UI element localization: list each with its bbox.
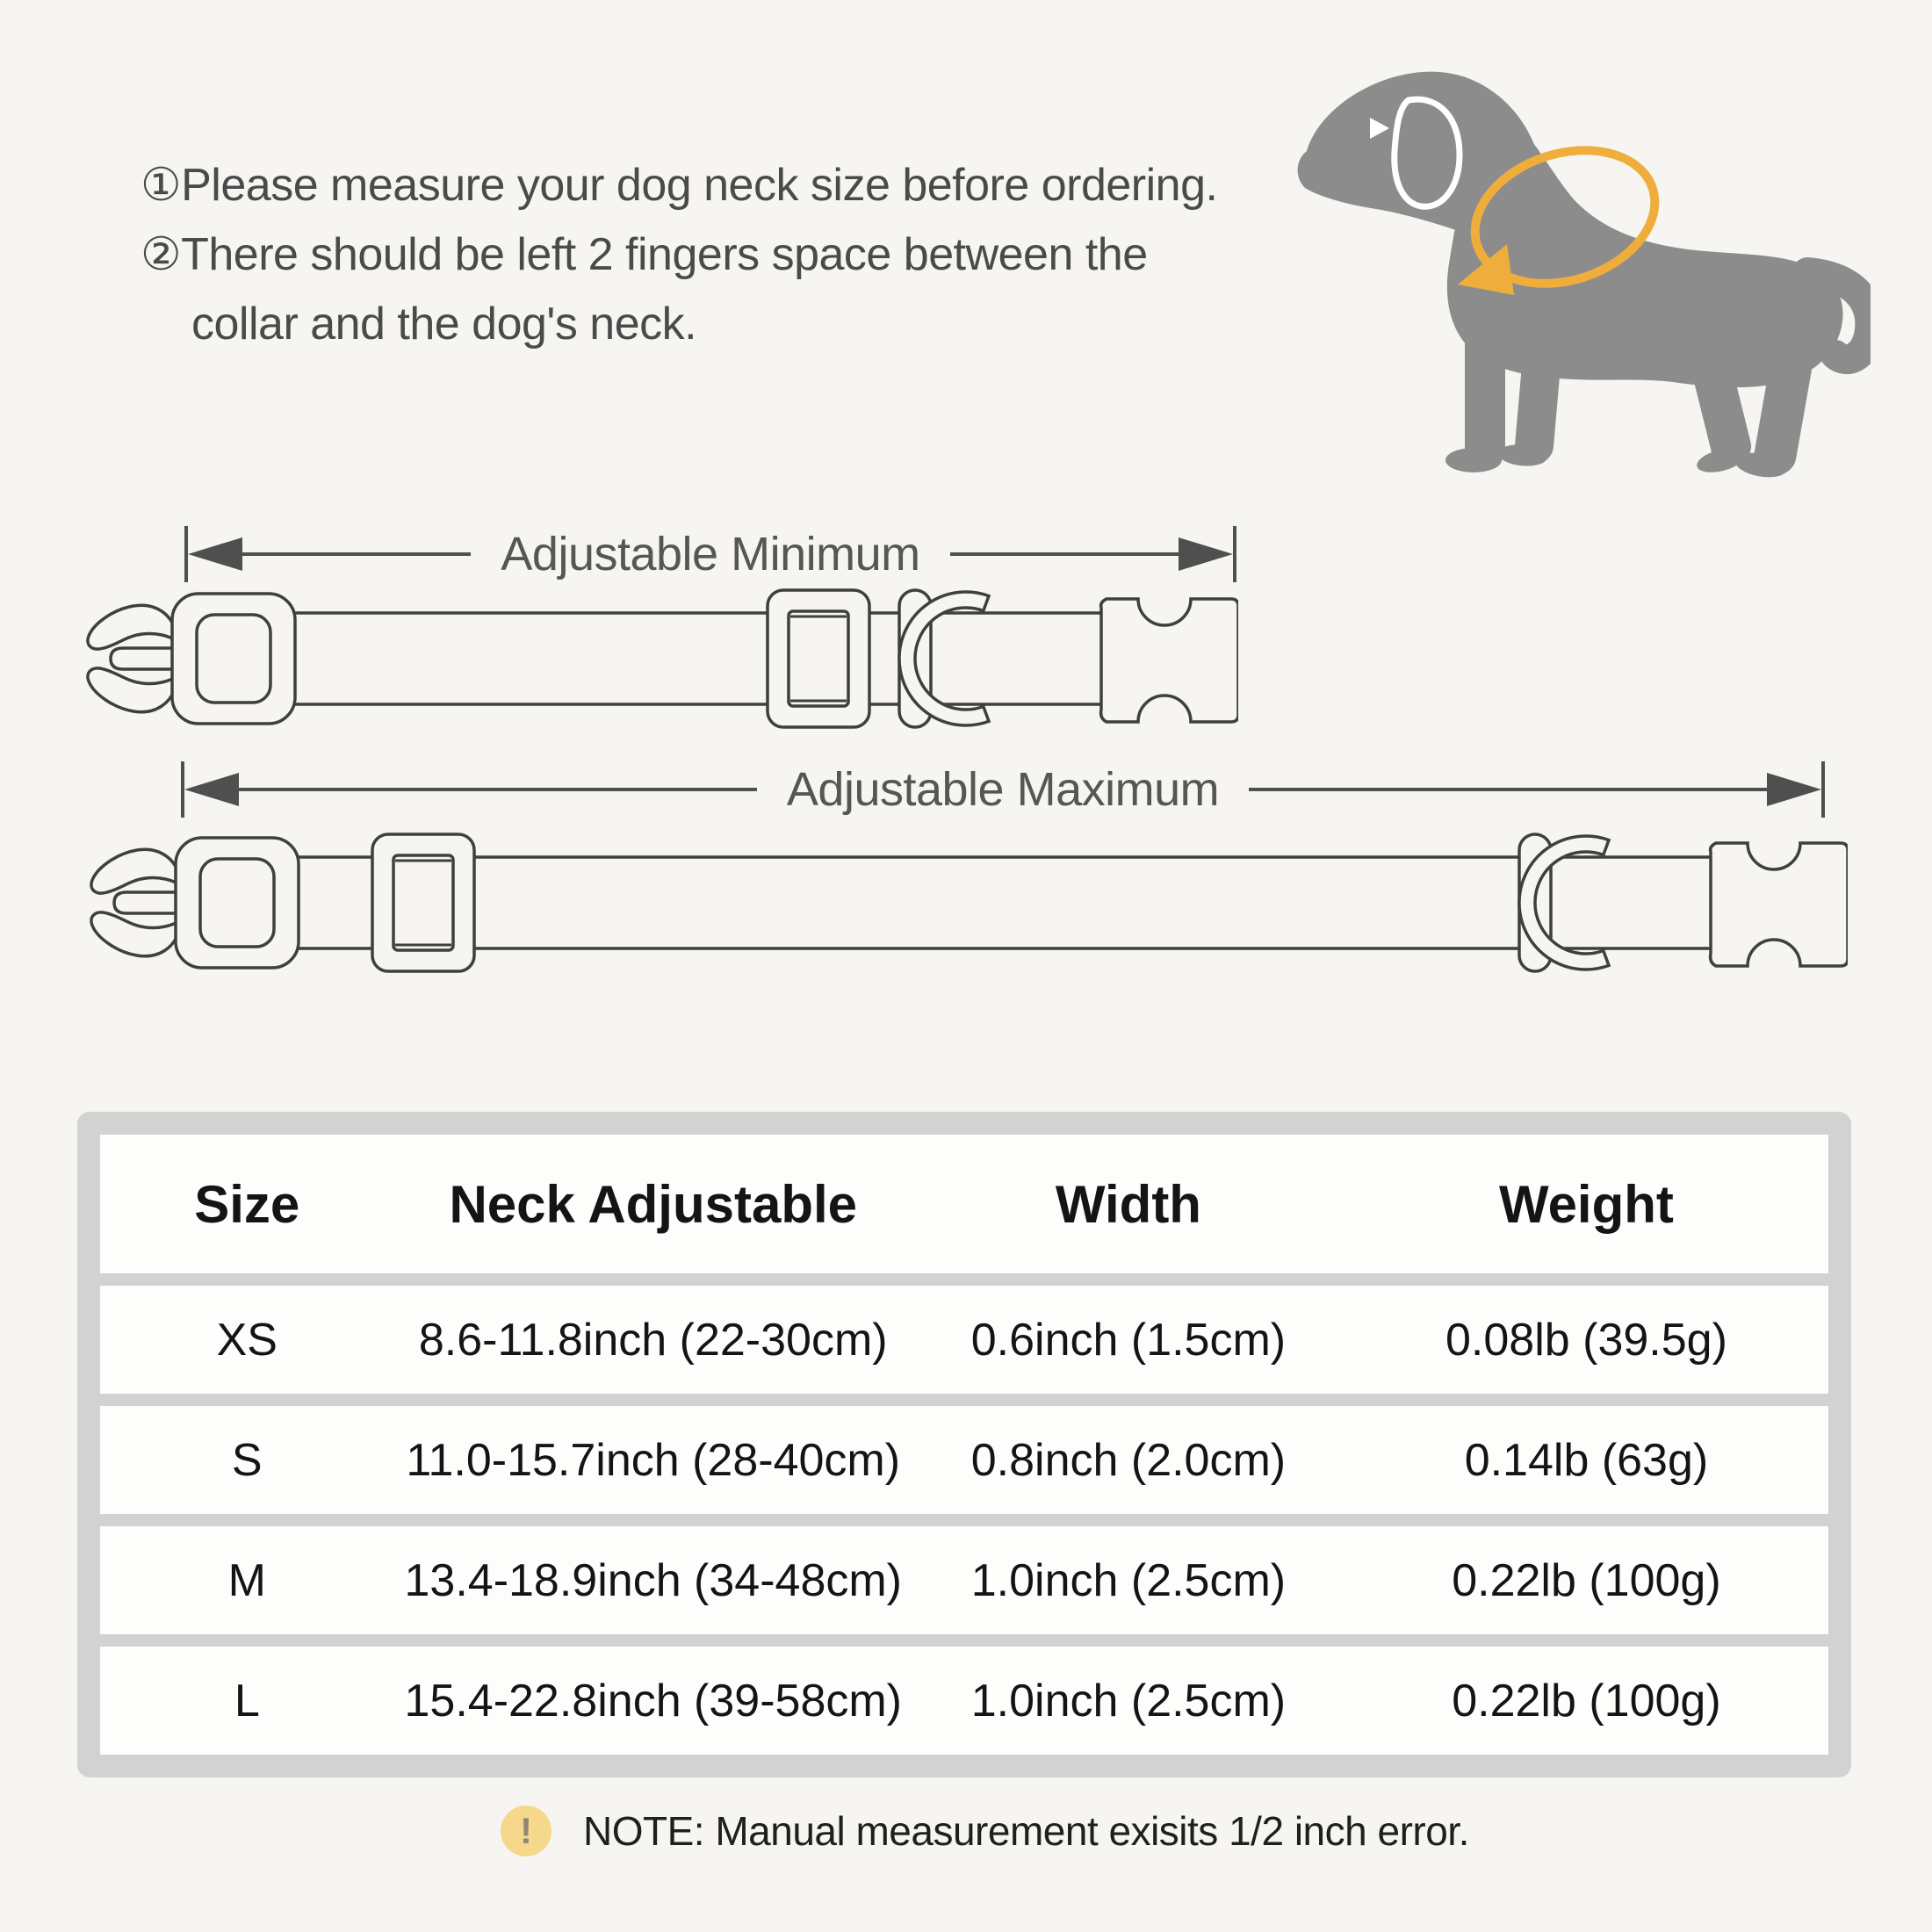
measuring-instructions (141, 151, 1217, 359)
cell-neck: 8.6-11.8inch (22-30cm) (418, 1314, 888, 1366)
table-row-m (100, 1526, 1828, 1634)
cell-size: S (231, 1434, 263, 1486)
col-header-weight: Weight (1499, 1174, 1674, 1234)
arrowhead-right-icon (1179, 537, 1233, 571)
cell-neck: 11.0-15.7inch (28-40cm) (406, 1434, 901, 1486)
adjustable-minimum-arrow (184, 525, 1236, 583)
buckle-female (1711, 843, 1848, 966)
arrowhead-left-icon (188, 537, 242, 571)
buckle-female (1101, 599, 1238, 722)
instruction-line-1: ①Please measure your dog neck size before ordering. (141, 160, 1218, 211)
table-row-xs (100, 1286, 1828, 1394)
size-table-header (100, 1135, 1828, 1273)
cell-weight: 0.22lb (100g) (1452, 1675, 1721, 1727)
instruction-line-2: ②There should be left 2 fingers space between the (141, 229, 1148, 280)
slider-buckle (372, 834, 474, 971)
cell-size: L (234, 1675, 260, 1727)
arrow-line (242, 552, 471, 556)
cell-neck: 13.4-18.9inch (34-48cm) (404, 1554, 902, 1606)
arrowhead-left-icon (184, 773, 239, 806)
exclamation-icon: ! (501, 1806, 551, 1856)
dog-ear (1395, 99, 1460, 206)
cell-size: M (227, 1554, 266, 1606)
collar-minimum-diagram (74, 587, 1238, 731)
arrowhead-right-icon (1767, 773, 1821, 806)
size-table (77, 1112, 1851, 1777)
adjustable-maximum-arrow (181, 761, 1825, 818)
buckle-male (88, 594, 295, 724)
slider-buckle (768, 590, 869, 727)
col-header-size: Size (194, 1174, 300, 1234)
cell-weight: 0.14lb (63g) (1464, 1434, 1709, 1486)
adjustable-maximum-label: Adjustable Maximum (786, 763, 1220, 816)
dog-illustration (1284, 37, 1871, 497)
buckle-male (91, 838, 299, 968)
measurement-note (501, 1806, 1469, 1856)
table-row-l (100, 1647, 1828, 1755)
arrow-endbar (1233, 526, 1236, 582)
adjustable-minimum-label: Adjustable Minimum (501, 528, 920, 580)
arrow-line (950, 552, 1179, 556)
col-header-neck: Neck Adjustable (449, 1174, 858, 1234)
cell-weight: 0.08lb (39.5g) (1445, 1314, 1727, 1366)
arrow-line (1249, 788, 1767, 791)
cell-width: 0.8inch (2.0cm) (970, 1434, 1287, 1486)
cell-width: 1.0inch (2.5cm) (970, 1554, 1287, 1606)
cell-width: 0.6inch (1.5cm) (970, 1314, 1287, 1366)
arrow-endbar (1821, 761, 1825, 818)
table-row-s (100, 1406, 1828, 1514)
cell-width: 1.0inch (2.5cm) (970, 1675, 1287, 1727)
note-text: NOTE: Manual measurement exisits 1/2 inch error. (583, 1808, 1469, 1854)
col-header-width: Width (1055, 1174, 1201, 1234)
cell-weight: 0.22lb (100g) (1452, 1554, 1721, 1606)
instruction-line-3: collar and the dog's neck. (191, 299, 697, 350)
cell-neck: 15.4-22.8inch (39-58cm) (404, 1675, 902, 1727)
collar-maximum-diagram (77, 831, 1848, 975)
cell-size: XS (216, 1314, 278, 1366)
arrow-line (239, 788, 757, 791)
